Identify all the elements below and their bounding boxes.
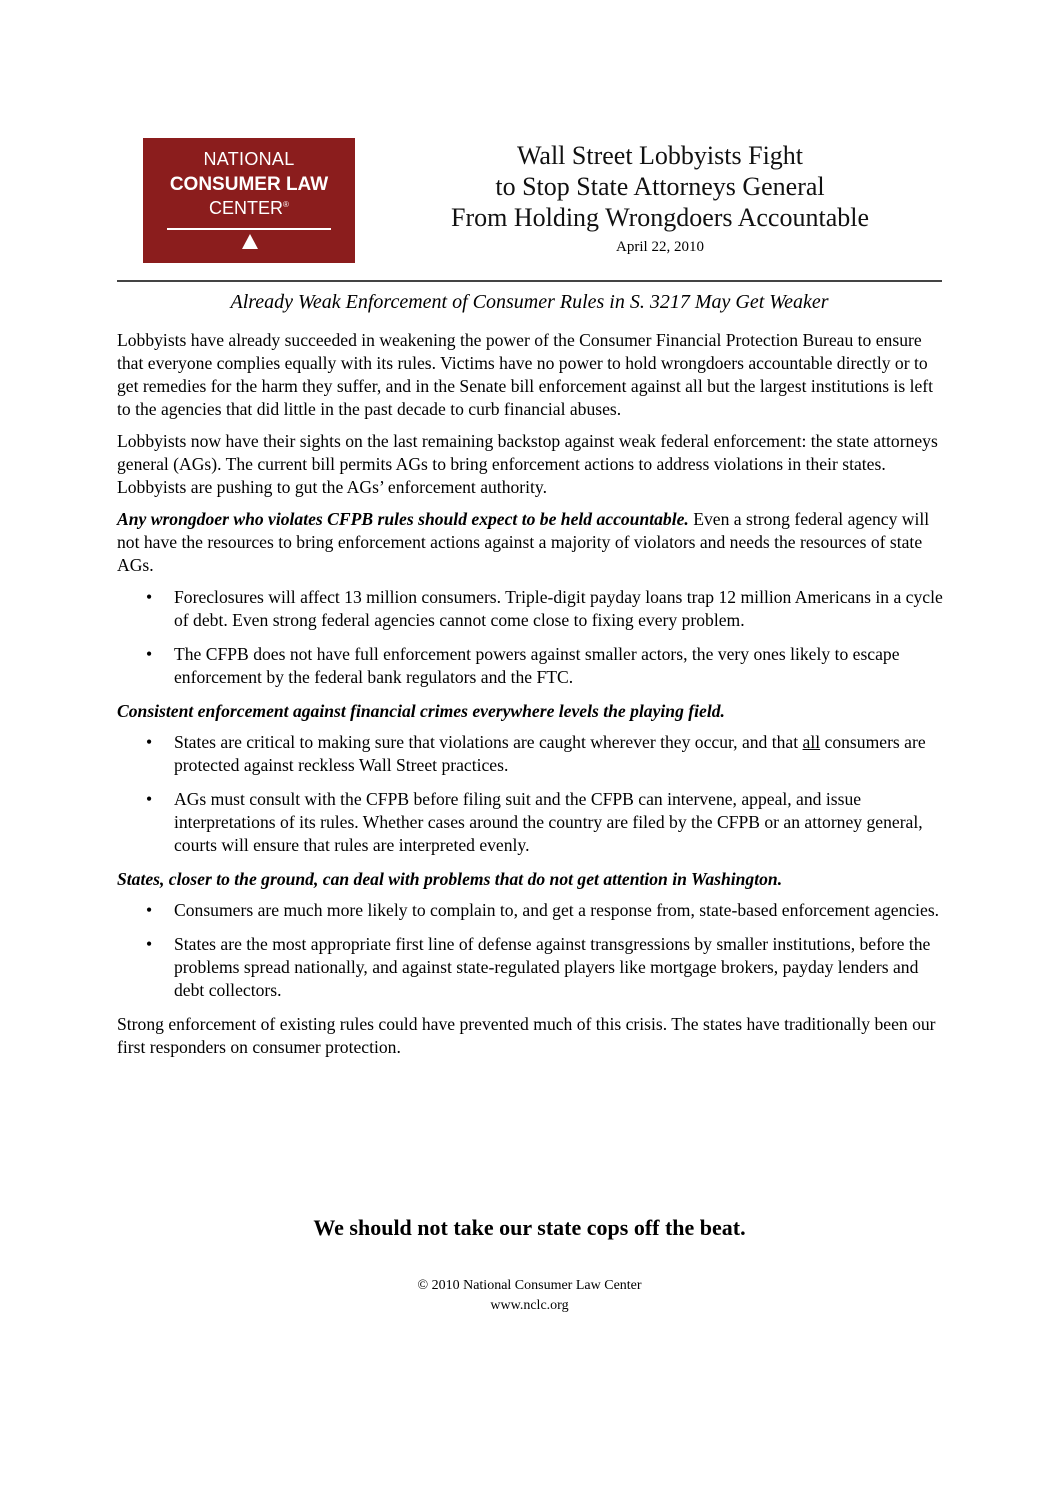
paragraph-3-lead: Any wrongdoer who violates CFPB rules should expect to be held accountable. bbox=[117, 509, 689, 529]
registered-mark: ® bbox=[283, 200, 289, 209]
list-item: • States are critical to making sure that violations are caught wherever they occur, and that all consumers are protected against reckless Wall Street practices. bbox=[174, 731, 947, 777]
list-item: • AGs must consult with the CFPB before filing suit and the CFPB can intervene, appeal, and issue interpretations of its rules. Whether cases around the country are filed by the CFPB or an attorney general, courts will ensure that rules are interpreted evenly. bbox=[174, 788, 947, 857]
bullet-list-1 bbox=[117, 586, 947, 689]
copyright: © 2010 National Consumer Law Center bbox=[417, 1278, 642, 1293]
logo-line-consumer-law: CONSUMER LAW bbox=[169, 174, 329, 195]
list-item: • States are the most appropriate first line of defense against transgressions by smaller institutions, before the problems spread nationally, and against state-regulated players like mortgage brokers, payday lenders and debt collectors. bbox=[174, 933, 947, 1002]
section-heading-3: States, closer to the ground, can deal with problems that do not get attention in Washington. bbox=[117, 869, 783, 889]
paragraph-4: Strong enforcement of existing rules could have prevented much of this crisis. The states have traditionally been our first responders on consumer protection. bbox=[117, 1014, 936, 1057]
document-title bbox=[400, 140, 920, 256]
paragraph-1: Lobbyists have already succeeded in weakening the power of the Consumer Financial Protection Bureau to ensure that everyone complies equally with its rules. Victims have no power to hold wrongdoers accountable directly or to get remedies for the harm they suffer, and in the Senate bill enforcement against all but the largest institutions is left to the agencies that did little in the past decade to curb financial abuses. bbox=[117, 330, 934, 419]
nclc-logo bbox=[143, 138, 355, 263]
document-body bbox=[117, 329, 947, 1068]
logo-triangle-icon bbox=[242, 234, 258, 249]
bullet-list-2 bbox=[117, 731, 947, 857]
closing-statement: We should not take our state cops off the beat. bbox=[313, 1215, 746, 1240]
title-line-2: to Stop State Attorneys General bbox=[495, 172, 825, 201]
logo-line-center: CENTER® bbox=[209, 198, 289, 218]
list-item: • Foreclosures will affect 13 million consumers. Triple-digit payday loans trap 12 million Americans in a cycle of debt. Even strong federal agencies cannot come close to fixing every problem. bbox=[174, 586, 947, 632]
paragraph-2: Lobbyists now have their sights on the last remaining backstop against weak federal enforcement: the state attorneys general (AGs). The current bill permits AGs to bring enforcement actions to address violations in their states. Lobbyists are pushing to gut the AGs’ enforcement authority. bbox=[117, 431, 938, 497]
paragraph-3-rest: Even a strong federal agency will not have the resources to bring enforcement actions against a majority of violators and needs the resources of state AGs. bbox=[117, 509, 930, 575]
document-date: April 22, 2010 bbox=[616, 239, 704, 255]
list-item: • Consumers are much more likely to complain to, and get a response from, state-based enforcement agencies. bbox=[174, 899, 947, 922]
title-line-1: Wall Street Lobbyists Fight bbox=[516, 141, 804, 170]
section-heading-2: Consistent enforcement against financial crimes everywhere levels the playing field. bbox=[117, 701, 725, 721]
list-item: • The CFPB does not have full enforcement powers against smaller actors, the very ones likely to escape enforcement by the federal bank regulators and the FTC. bbox=[174, 643, 947, 689]
underlined-all: all bbox=[802, 732, 821, 752]
subtitle: Already Weak Enforcement of Consumer Rules in S. 3217 May Get Weaker bbox=[230, 291, 829, 313]
header-divider bbox=[117, 280, 942, 282]
title-line-3: From Holding Wrongdoers Accountable bbox=[450, 203, 870, 232]
website-url: www.nclc.org bbox=[490, 1298, 569, 1313]
bullet-list-3 bbox=[117, 899, 947, 1002]
footer bbox=[117, 1276, 942, 1316]
logo-line-national: NATIONAL bbox=[203, 149, 295, 169]
logo-bar bbox=[167, 228, 331, 230]
paragraph-3 bbox=[117, 508, 947, 577]
